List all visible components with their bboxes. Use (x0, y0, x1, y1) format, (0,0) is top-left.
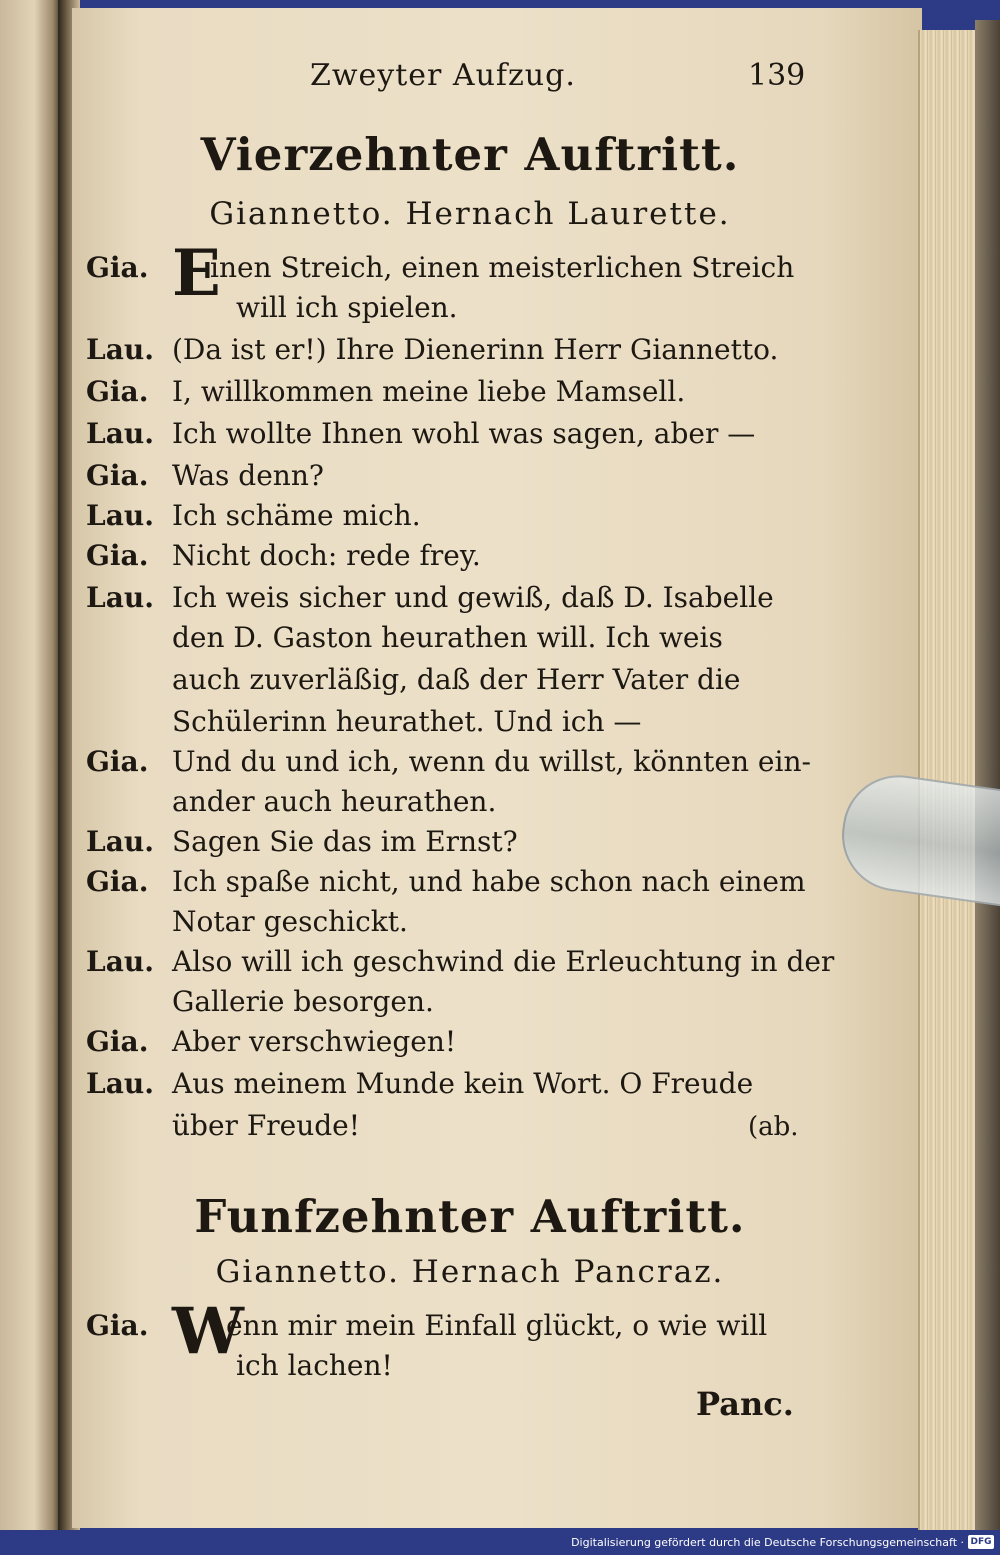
dialogue-text: I, willkommen meine liebe Mamsell. (172, 375, 686, 408)
speaker-label: Gia. (86, 1309, 149, 1342)
dialogue-text: Was denn? (172, 459, 324, 492)
dialogue-continuation: Gallerie besorgen. (172, 985, 434, 1018)
drop-capital: E (172, 236, 221, 311)
dialogue-text: inen Streich, einen meisterlichen Streich (210, 251, 795, 284)
speaker-label: Lau. (86, 825, 154, 858)
dialogue-text: Ich schäme mich. (172, 499, 421, 532)
dialogue-text: Nicht doch: rede frey. (172, 539, 481, 572)
dialogue-continuation: den D. Gaston heurathen will. Ich weis (172, 621, 723, 654)
scene-14-title: Vierzehnter Auftritt. (200, 128, 740, 181)
speaker-label: Lau. (86, 499, 154, 532)
scene-15-title: Funfzehnter Auftritt. (194, 1190, 746, 1243)
speaker-label: Gia. (86, 459, 149, 492)
drop-capital: W (172, 1294, 244, 1369)
speaker-label: Lau. (86, 581, 154, 614)
speaker-label: Lau. (86, 333, 154, 366)
speaker-label: Lau. (86, 1067, 154, 1100)
speaker-label: Lau. (86, 945, 154, 978)
speaker-label: Gia. (86, 1025, 149, 1058)
dialogue-continuation: will ich spielen. (236, 291, 458, 324)
speaker-label: Gia. (86, 745, 149, 778)
scene-15-cast: Giannetto. Hernach Pancraz. (215, 1254, 725, 1290)
dfg-logo: DFG (968, 1535, 994, 1549)
dialogue-continuation: ich lachen! (236, 1349, 393, 1382)
dialogue-text: Und du und ich, wenn du willst, könnten ein- (172, 745, 811, 778)
dialogue-text: Aus meinem Munde kein Wort. O Freude (172, 1067, 754, 1100)
dialogue-continuation: über Freude! (172, 1109, 360, 1142)
running-head: Zweyter Aufzug. (310, 58, 576, 93)
speaker-label: Gia. (86, 251, 149, 284)
page-number: 139 (748, 58, 806, 93)
dialogue-continuation: ander auch heurathen. (172, 785, 497, 818)
dialogue-text: Ich wollte Ihnen wohl was sagen, aber — (172, 417, 756, 450)
dialogue-text: (Da ist er!) Ihre Dienerinn Herr Giannetto. (172, 333, 779, 366)
dialogue-text: enn mir mein Einfall glückt, o wie will (226, 1309, 768, 1342)
stage-direction-exit: (ab. (748, 1112, 799, 1142)
dialogue-text: Aber verschwiegen! (172, 1025, 457, 1058)
dialogue-text: Sagen Sie das im Ernst? (172, 825, 518, 858)
scene-14-cast: Giannetto. Hernach Laurette. (209, 196, 731, 232)
dialogue-continuation: Schülerinn heurathet. Und ich — (172, 705, 642, 738)
catchword: Panc. (696, 1385, 794, 1423)
speaker-label: Gia. (86, 865, 149, 898)
funding-credit: Digitalisierung gefördert durch die Deutsche Forschungsgemeinschaft · (571, 1536, 964, 1549)
dialogue-continuation: auch zuverläßig, daß der Herr Vater die (172, 663, 741, 696)
speaker-label: Lau. (86, 417, 154, 450)
dialogue-text: Ich spaße nicht, und habe schon nach einem (172, 865, 806, 898)
dialogue-text: Ich weis sicher und gewiß, daß D. Isabelle (172, 581, 774, 614)
dialogue-text: Also will ich geschwind die Erleuchtung in der (172, 945, 835, 978)
dialogue-continuation: Notar geschickt. (172, 905, 408, 938)
speaker-label: Gia. (86, 539, 149, 572)
speaker-label: Gia. (86, 375, 149, 408)
